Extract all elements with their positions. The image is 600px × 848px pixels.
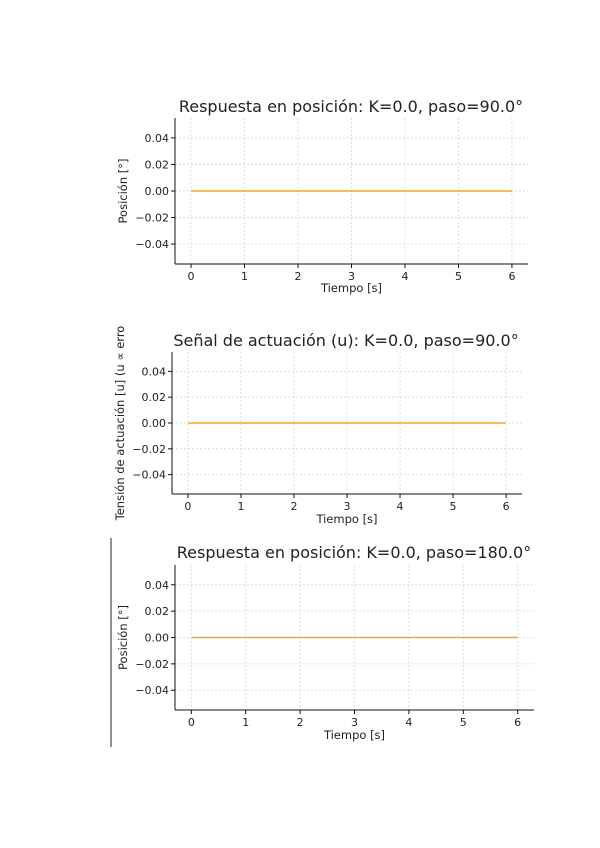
x-axis-label: Tiempo [s] — [323, 728, 386, 742]
y-tick-label: −0.02 — [135, 657, 169, 671]
x-tick-label: 5 — [449, 500, 457, 513]
x-tick-label: 4 — [405, 716, 413, 729]
y-tick-label: −0.02 — [132, 442, 166, 456]
y-tick-label: 0.00 — [144, 631, 169, 645]
x-tick-label: 3 — [348, 270, 355, 283]
x-axis-label: Tiempo [s] — [320, 281, 383, 295]
y-tick-label: 0.04 — [144, 131, 169, 145]
y-tick-label: −0.02 — [135, 211, 169, 225]
x-tick-label: 0 — [184, 500, 192, 513]
chart-2 — [113, 326, 522, 526]
x-tick-label: 6 — [508, 270, 516, 283]
y-axis-label: Posición [°] — [116, 158, 130, 224]
y-tick-label: −0.04 — [135, 238, 169, 252]
x-tick-label: 4 — [396, 500, 404, 513]
y-tick-label: −0.04 — [132, 468, 166, 482]
x-tick-label: 1 — [242, 716, 250, 729]
x-tick-label: 4 — [401, 270, 409, 283]
y-tick-label: 0.00 — [144, 185, 169, 198]
x-tick-label: 2 — [296, 716, 304, 729]
y-tick-label: 0.02 — [144, 605, 169, 619]
x-tick-label: 5 — [459, 716, 467, 729]
y-axis-label: Tensión de actuación [u] (u ∝ erro — [113, 325, 127, 521]
chart-1 — [116, 97, 528, 295]
y-tick-label: 0.02 — [144, 158, 169, 172]
charts-group — [113, 97, 534, 742]
x-tick-label: 1 — [237, 500, 245, 513]
y-tick-label: 0.04 — [141, 365, 166, 379]
x-axis-label: Tiempo [s] — [316, 512, 378, 526]
x-tick-label: 5 — [454, 270, 462, 283]
x-tick-label: 3 — [343, 500, 351, 513]
chart-title: Respuesta en posición: K=0.0, paso=180.0° — [176, 543, 532, 562]
y-axis-label: Posición [°] — [116, 605, 130, 670]
x-tick-label: 3 — [351, 716, 358, 729]
x-tick-label: 2 — [294, 270, 302, 283]
y-tick-label: 0.04 — [144, 578, 169, 592]
x-tick-label: 6 — [502, 500, 510, 513]
x-tick-label: 6 — [514, 716, 522, 729]
x-tick-label: 2 — [290, 500, 298, 513]
x-tick-label: 0 — [187, 270, 195, 283]
y-tick-label: 0.00 — [141, 417, 166, 430]
chart-title: Respuesta en posición: K=0.0, paso=90.0° — [178, 97, 524, 116]
x-tick-label: 0 — [187, 716, 195, 729]
x-tick-label: 1 — [241, 270, 249, 283]
y-tick-label: −0.04 — [135, 684, 169, 698]
chart-3 — [116, 543, 534, 742]
chart-title: Señal de actuación (u): K=0.0, paso=90.0° — [173, 331, 519, 350]
y-tick-label: 0.02 — [141, 391, 166, 405]
